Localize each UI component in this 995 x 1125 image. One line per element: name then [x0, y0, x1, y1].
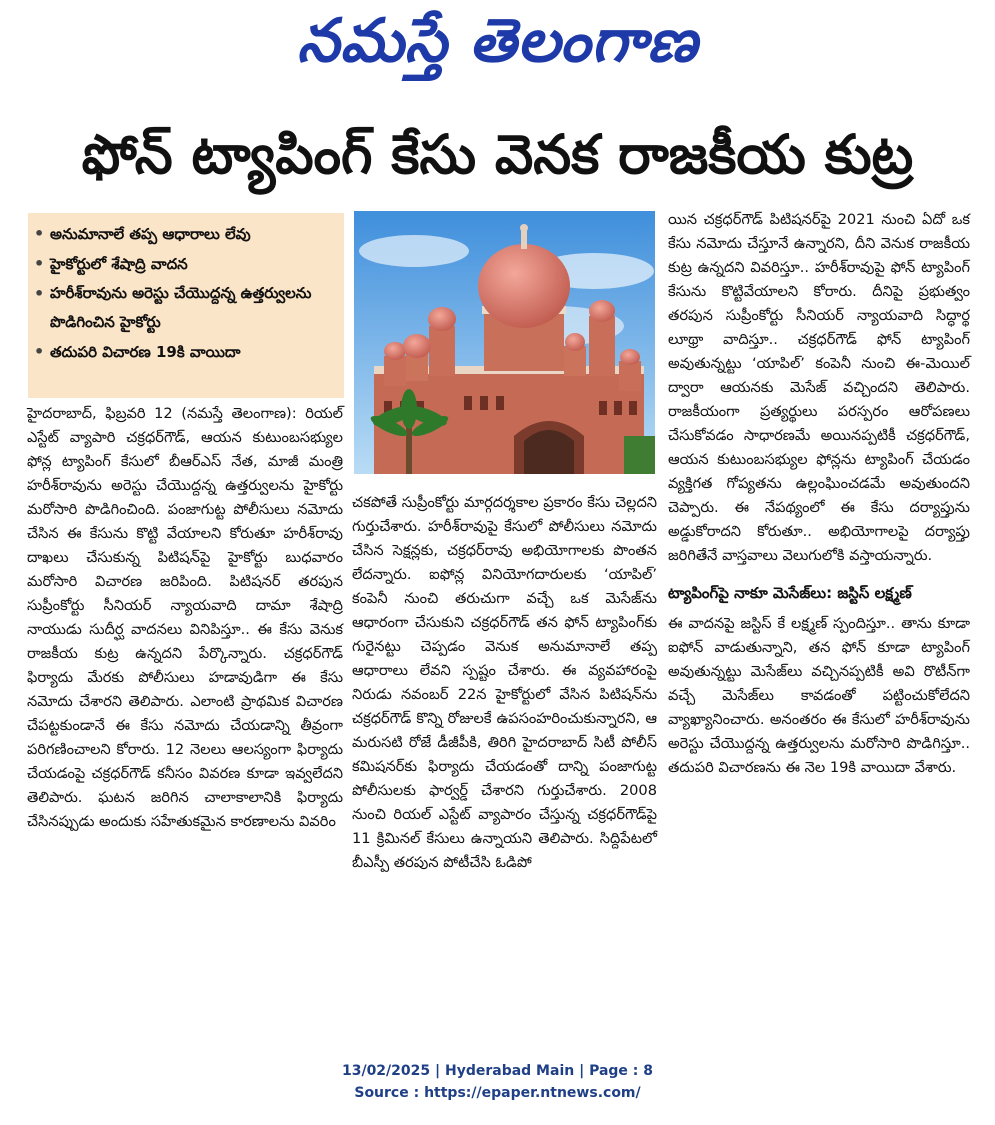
footer-source: Source : https://epaper.ntnews.com/ [354, 1085, 641, 1101]
article-paragraph: యిన చక్రధర్‌గౌడ్ పిటిషనర్‌పై 2021 నుంచి ఏదో ఒక కేసు నమోదు చేస్తూనే ఉన్నారని, దీని వెనుక రాజకీయ కుట్ర ఉన్నదని వివరిస్తూ.. హరీశ్‌రావుపై ఫోన్ ట్యాపింగ్ కేసును కొట్టివేయాలని కోరారు. దీనిపై ప్రభుత్వం తరపున సుప్రీంకోర్టు సీనియర్ న్యాయవాది సిద్ధార్థ లూథ్రా వాదిస్తూ.. చక్రధర్‌గౌడ్ ఫోన్ ట్యాపింగ్ అవుతున్నట్టు ‘యాపిల్’ కంపెనీ నుంచి ఈ-మెయిల్ ద్వారా ఆయనకు మెసేజ్ వచ్చిందని తెలిపారు. రాజకీయంగా ప్రత్యర్థులు పరస్పరం ఆరోపణలు చేసుకోవడం సాధారణమే అయినప్పటికీ చక్రధర్‌గౌడ్, ఆయన కుటుంబసభ్యుల ఫోన్లను ట్యాపింగ్ చేయడం వ్యక్తిగత గోప్యతను ఉల్లంఘించడమే అవుతుందని చెప్పారు. ఈ నేపథ్యంలో ఈ కేసు దర్యాప్తును అడ్డుకోరాదని కోరుతూ.. అభియోగాలపై దర్యాప్తు జరిగితేనే వాస్తవాలు వెలుగులోకి వస్తాయన్నారు. [668, 211, 970, 564]
masthead-logo: నమస్తే తెలంగాణ [296, 6, 699, 76]
article-paragraph: ఈ వాదనపై జస్టిస్ కే లక్ష్మణ్ స్పందిస్తూ.. తాను కూడా ఐఫోన్ వాడుతున్నాని, తన ఫోన్ కూడా ట్యాపింగ్ అవుతున్నట్టు మెసేజ్‌లు వచ్చినప్పటికీ అవి రొటీన్‌గా వచ్చే మెసేజ్‌లు కావడంతో పట్టించుకోలేదని వ్యాఖ్యానించారు. అనంతరం ఈ కేసులో హరీశ్‌రావును అరెస్టు చేయొద్దన్న ఉత్తర్వులను మరోసారి పొడిగిస్తూ.. తదుపరి విచారణను ఈ నెల 19కి వాయిదా వేశారు. [668, 615, 970, 776]
highlight-item: • హైకోర్టులో శేషాద్రి వాదన [34, 249, 336, 279]
bullet-icon: • [34, 224, 45, 243]
highlight-item: • తదుపరి విచారణ 19కి వాయిదా [34, 337, 336, 367]
highlight-item: • హరీశ్‌రావును అరెస్టు చేయొద్దన్న ఉత్తర్వులను పొడిగించిన హైకోర్టు [34, 279, 336, 337]
article-column-3 [668, 208, 970, 1058]
bullet-icon: • [34, 284, 45, 303]
article-paragraph: హైదరాబాద్, ఫిబ్రవరి 12 (నమస్తే తెలంగాణ): రియల్ ఎస్టేట్ వ్యాపారి చక్రధర్‌గౌడ్, ఆయన కుటుంబసభ్యుల ఫోన్ల ట్యాపింగ్ కేసులో బీఆర్ఎస్ నేత, మాజీ మంత్రి హరీశ్‌రావును అరెస్టు చేయొద్దన్న ఉత్తర్వులను హైకోర్టు మరోసారి పొడిగించింది. పంజాగుట్ట పోలీసులు నమోదు చేసిన ఈ కేసును కొట్టి వేయాలని కోరుతూ హరీశ్‌రావు దాఖలు చేసుకున్న పిటిషన్‌పై హైకోర్టు బుధవారం మరోసారి విచారణ జరిపింది. పిటిషనర్ తరపున సుప్రీంకోర్టు సీనియర్ న్యాయవాది దామా శేషాద్రి నాయుడు సుదీర్ఘ వాదనలు వినిపిస్తూ.. ఈ కేసు వెనుక రాజకీయ కుట్ర ఉన్నదని పేర్కొన్నారు. చక్రధర్‌గౌడ్ ఫిర్యాదు మేరకు పోలీసులు హడావుడిగా ఈ కేసు నమోదు చేశారని తెలిపారు. ఎలాంటి ప్రాథమిక విచారణ చేపట్టకుండానే ఈ కేసు నమోదు చేయడాన్ని తీవ్రంగా పరిగణించాలని కోరారు. 12 నెలలు ఆలస్యంగా ఫిర్యాదు చేయడంపై చక్రధర్‌గౌడ్ కనీసం వివరణ కూడా ఇవ్వలేదని తెలిపారు. ఘటన జరిగిన చాలాకాలానికి ఫిర్యాదు చేసినప్పుడు అందుకు సహేతుకమైన కారణాలను వివరిం [27, 405, 343, 830]
bullet-icon: • [34, 342, 45, 361]
article-column-1 [27, 402, 343, 830]
footer-date-edition: 13/02/2025 | Hyderabad Main | Page : 8 [341, 1063, 654, 1079]
article-column-2 [352, 491, 657, 1051]
highlights-box [28, 213, 344, 398]
article-paragraph: చకపోతే సుప్రీంకోర్టు మార్గదర్శకాల ప్రకారం కేసు చెల్లదని గుర్తుచేశారు. హరీశ్‌రావుపై కేసులో పోలీసులు నమోదు చేసిన సెక్షన్లకు, చక్రధర్‌రావు అభియోగాలకు పొంతన లేదన్నారు. ఐఫోన్ల వినియోగదారులకు ‘యాపిల్’ కంపెనీ నుంచి తరుచుగా వచ్చే ఒక మెసేజ్‌ను ఆధారంగా చేసుకుని చక్రధర్‌గౌడ్ తన ఫోన్ ట్యాపింగ్‌కు గురైనట్టు చెప్పడం వెనుక అనుమానాలే తప్ప ఆధారాలు లేవని స్పష్టం చేశారు. ఈ వ్యవహారంపై నిరుడు నవంబర్ 22న హైకోర్టులో వేసిన పిటిషన్‌ను చక్రధర్‌గౌడ్ కొన్ని రోజులకే ఉపసంహరించుకున్నారని, ఆ మరుసటి రోజే డీజీపీకి, తిరిగి హైదరాబాద్ సిటీ పోలీస్ కమిషనర్‌కు ఫిర్యాదు చేయడంతో దాన్ని పంజాగుట్ట పోలీసులకు ఫార్వర్డ్ చేశారని గుర్తుచేశారు. 2008 నుంచి రియల్ ఎస్టేట్ వ్యాపారం చేస్తున్న చక్రధర్‌గౌడ్‌పై 11 క్రిమినల్ కేసులు ఉన్నాయని తెలిపారు. సిద్దిపేటలో బీఎస్పీ తరపున పోటీచేసి ఓడిపో [352, 494, 657, 871]
high-court-photo [354, 211, 655, 474]
highlight-item: • అనుమానాలే తప్ప ఆధారాలు లేవు [34, 219, 336, 249]
subheading: ట్యాపింగ్‌పై నాకూ మెసేజ్‌లు: జస్టిస్ లక్ష్మణ్ [668, 584, 912, 602]
headline: ఫోన్ ట్యాపింగ్ కేసు వెనక రాజకీయ కుట్ర [81, 123, 914, 186]
bullet-icon: • [34, 254, 45, 273]
